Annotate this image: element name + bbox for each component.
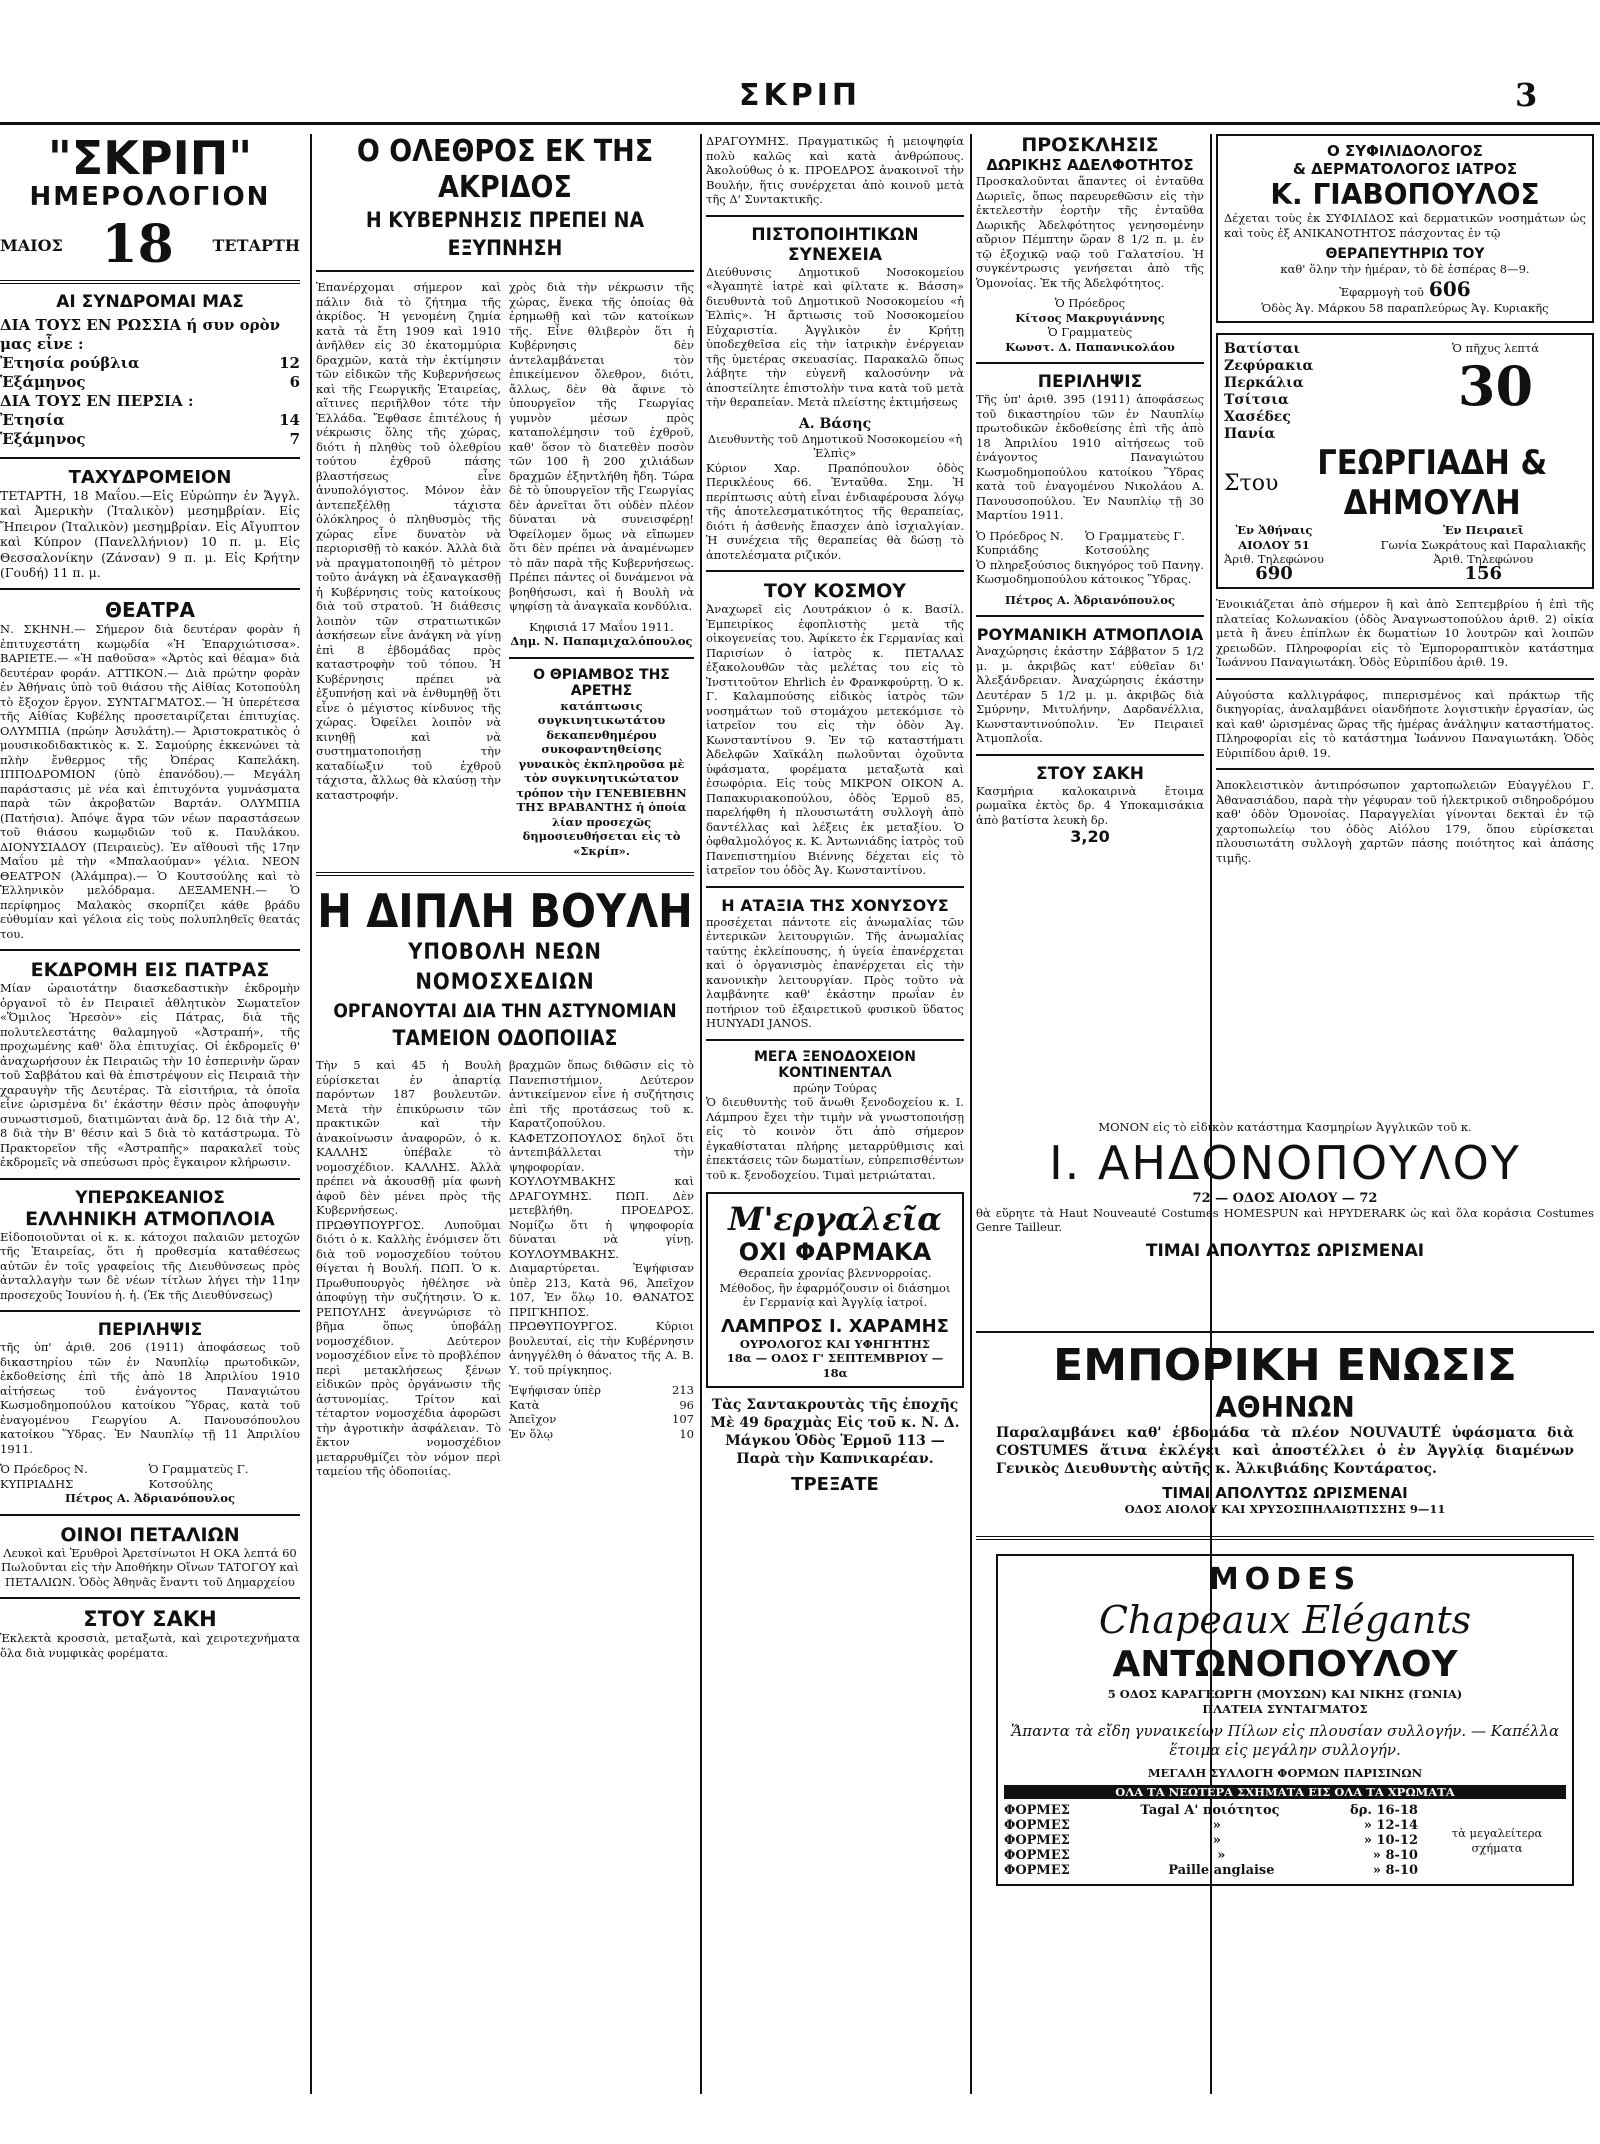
sakis2-price: 3,20	[1070, 827, 1110, 846]
ergal-ad	[706, 1192, 964, 1388]
calendar-month: ΜΑΙΟΣ	[0, 235, 63, 255]
subscriptions-title: ΑΙ ΣΥΝΔΡΟΜΑΙ ΜΑΣ	[56, 292, 244, 312]
ergal-title: Μ'εργαλεῖα	[728, 1200, 942, 1238]
fabric-item: Χασέδες	[1224, 409, 1291, 425]
georgiadis-name: ΓΕΩΡΓΙΑΔΗ & ΔΗΜΟΥΛΗ	[1317, 443, 1548, 523]
certificates-title: ΠΙΣΤΟΠΟΙΗΤΙΚΩΝ ΣΥΝΕΧΕΙΑ	[751, 224, 919, 265]
fabric-item: Πανία	[1224, 426, 1276, 442]
modes-price-list	[1004, 1803, 1418, 1878]
subscription-row-label: Ἐτησία	[0, 411, 65, 429]
ergal-address: 18α — ΟΔΟΣ Γ' ΣΕΠΤΕΜΒΡΙΟΥ — 18α	[726, 1351, 944, 1380]
syphilis-text: Δέχεται τοὺς ἐκ ΣΥΦΙΛΙΔΟΣ καὶ δερματικῶν νοσημάτων ὡς καὶ τοὺς ἐξ ΑΝΙΚΑΝΟΤΗΤΟΣ πάσχοντας ἐν τῷ	[1224, 211, 1586, 240]
branch-piraeus-phone: 156	[1464, 562, 1503, 584]
page-number: 3	[1515, 76, 1538, 114]
newspaper-name: ΣΚΡΙΠ	[739, 78, 861, 113]
locust-headline: Ο ΟΛΕΘΡΟΣ ΕΚ ΤΗΣ ΑΚΡΙΔΟΣ	[356, 134, 654, 205]
fabric-price-value: 30	[1457, 353, 1534, 418]
divider	[976, 615, 1204, 617]
divider	[1216, 768, 1594, 770]
theatre-title: ΘΕΑΤΡΑ	[105, 598, 195, 623]
subscription-row-label: Ἐτησία ρούβλια	[0, 354, 140, 372]
vote-row	[509, 1427, 694, 1442]
georgiadis-name-row	[1224, 443, 1586, 523]
column-4	[976, 134, 1204, 1134]
vote-row	[509, 1398, 694, 1413]
parliament-sub1: ΥΠΟΒΟΛΗ ΝΕΩΝ ΝΟΜΟΣΧΕΔΙΩΝ	[408, 940, 602, 995]
ergal-subtitle: ΟΧΙ ΦΑΡΜΑΚΑ	[738, 1238, 932, 1266]
divider	[706, 886, 964, 888]
certificates-sign-role: Διευθυντὴς τοῦ Δημοτικοῦ Νοσοκομείου «ἡ Ἐλπὶς»	[707, 431, 963, 460]
subscription-row	[0, 316, 300, 354]
locust-text-right: χρὸς διὰ τὴν νέκρωσιν τῆς χώρας, ἕνεκα τῆς ὁποίας θὰ ἐρημωθῇ καὶ τῶν κατοίκων τῆς. Εἶνε θλιβερὸν ὅτι ἡ Κυβέρνησις δὲν ἀντελαμβάνεται τὸν ἐπικείμενον ὄλεθρον, διότι, ἄλλως, δὲν θὰ ἄφινε τὸ ὑπουργεῖον τῆς Γεωργίας γυμνὸν μέσων πρὸς καταπολέμησιν τοῦ ἐχθροῦ, καθ' ὅσον τὸ διατεθὲν ποσὸν τῶν 100 ἢ 200 χιλιάδων δραχμῶν ἐξηντλήθη ἤδη. Τώρα δὲ τὸ ὑπουργεῖον τῆς Γεωργίας δὲν ἀρνεῖται ὅτι οὐδὲν πλέον δύναται νὰ συνεισφέρῃ! Ὀφείλομεν ὅμως νὰ εἴπωμεν ὅτι δὲν πρέπει νὰ ἀναμένωμεν τὸ πᾶν παρὰ τῆς Κυβερνήσεως. Πρέπει πάντες οἱ δυνάμενοι νὰ βοηθήσωσι, καὶ ἡ Βουλὴ νὰ ψηφίσῃ τὰ ἀναγκαῖα κονδύλια.	[509, 280, 694, 613]
excursion-title: ΕΚΔΡΟΜΗ ΕΙΣ ΠΑΤΡΑΣ	[30, 959, 270, 982]
modes-price-row-desc: »	[1212, 1818, 1221, 1833]
branch-athens	[1224, 523, 1324, 584]
branch-athens-city: Ἐν Ἀθήναις	[1235, 523, 1313, 537]
parliament-headline: Η ΔΙΠΛΗ ΒΟΥΛΗ	[317, 884, 693, 938]
wide-ads	[976, 1120, 1594, 2100]
summary-signatures	[0, 1462, 300, 1491]
sakis2-text: Κασμήρια καλοκαιρινὰ ἔτοιμα ρωμαῖκα ἐκτὸς δρ. 4 Υποκαμισάκια ἀπὸ βατίστα λευκὴ δρ.	[976, 783, 1204, 827]
subscription-row-label: Ἑξάμηνος	[0, 373, 86, 391]
vote-row-label: Ἐψήφισαν ὑπὲρ	[509, 1383, 602, 1397]
column-2	[316, 134, 694, 2114]
summary2-sign-right: Ὁ Γραμματεὺς Γ. Κοτσούλης	[1085, 528, 1185, 557]
modes-subtitle: Chapeaux Elégants	[1098, 1598, 1472, 1642]
commercial-union-text: Παραλαμβάνει καθ' ἑβδομάδα τὰ πλέον NOUVAUTÉ ὑφάσματα διὰ COSTUMES ἅτινα ἐκλέγει καὶ ἀποστέλλει ὁ ἐν Ἀγγλίᾳ διαμένων Γενικὸς Διευθυντὴς αὐτῆς κ. Ἀλκιβιάδης Κοντάρατος.	[996, 1424, 1574, 1477]
vote-results	[509, 1383, 694, 1441]
commercial-union-prices: ΤΙΜΑΙ ΑΠΟΛΥΤΩΣ ΩΡΙΣΜΕΝΑΙ	[1162, 1483, 1408, 1502]
syphilis-doctor: Κ. ΓΙΑΒΟΠΟΥΛΟΣ	[1270, 178, 1540, 211]
modes-price-row-price: δρ. 16-18	[1350, 1803, 1418, 1818]
georgiadis-ad	[1216, 333, 1594, 589]
syphilis-ref-number: 606	[1428, 276, 1471, 301]
hyper-subtitle: ΕΛΛΗΝΙΚΗ ΑΤΜΟΠΛΟΙΑ	[25, 1207, 275, 1230]
summary2-title: ΠΕΡΙΛΗΨΙΣ	[1037, 372, 1143, 392]
wine-title: ΟΙΝΟΙ ΠΕΤΑΛΙΩΝ	[60, 1523, 240, 1546]
divider	[316, 872, 694, 876]
branch-piraeus-phone-label: Ἀριθ. Τηλεφώνου	[1433, 552, 1534, 566]
fabric-row	[1224, 341, 1586, 443]
fabric-item: Τσίτσια	[1224, 392, 1289, 408]
romanian-title: ΡΟΥΜΑΝΙΚΗ ΑΤΜΟΠΛΟΙΑ	[976, 625, 1204, 644]
calendar-day: 18	[101, 214, 174, 275]
vote-row-label: Ἀπεῖχον	[509, 1412, 557, 1426]
fabric-list	[1224, 341, 1405, 443]
divider	[0, 280, 300, 284]
certificates-text: Διεύθυνσις Δημοτικοῦ Νοσοκομείου «Ἀγαπητὲ ἰατρὲ καὶ φίλτατε κ. Βάσση» διευθυντὰ τοῦ Δημοτικοῦ Νοσοκομείου «ἡ Ἐλπὶς». Ἡ ἄρτιωσις τοῦ Νοσοκομείου Εὐχαριστία. Ἀγγλικὸν ἐν Κρήτῃ ὑποδεχθεῖσα εἰς τὴν ἰατρικὴν ἐνέργειαν τῆς ὑμετέρας σκευασίας. Παρακαλῶ ὅπως λάβητε τὴν εὐγενῆ καλοσύνην νὰ ἀποστείλητε ἐπιστολὴν τινα κατὰ τοῦ μετὰ τὴν θεραπείαν. Μετὰ πλείστης ἐκτιμήσεως	[706, 264, 964, 409]
divider	[706, 1039, 964, 1041]
fabric-price	[1405, 341, 1586, 443]
syphilis-subtitle: & ΔΕΡΜΑΤΟΛΟΓΟΣ ΙΑΤΡΟΣ	[1292, 160, 1518, 178]
society-text: Ἀναχωρεῖ εἰς Λουτράκιον ὁ κ. Βασίλ. Ἐμπειρίκος ἐφοπλιστὴς μετὰ τῆς οἰκογενείας του. Ἀφίκετο ἐκ Γερμανίας καὶ Παρισίων ὁ ἰατρὸς κ. ΠΕΤΑΛΑΣ ἐξακολουθῶν τὰς μελέτας του εἰς τὸ Ἰνστιτοῦτον Ehrlich ἐν Φρανκφούρτῃ. Ὁ κ. Γ. Καλαμπούσης εἰδικὸς ἰατρὸς τῶν νοσημάτων τοῦ στομάχου μετεκόμισε τὸ ἰατρεῖον του εἰς τὴν ὁδὸν Ἀγ. Κωνσταντίνου 9. Ἐν τῷ καταστήματι Ἀδελφῶν Χαϊκάλη πωλοῦνται ὀχοῦντα ὑφάσματα, φορέματα μεταξωτὰ καὶ ἐσωφόρια. Εἰς τοὺς ΜΙΚΡΟΝ ΟΙΚΟΝ Α. Παπακυριακοπούλου, ὁδὸς Ἑρμοῦ 85, παρελήφθη ἡ πλουσιωτάτη συλλογὴ ἀπὸ δαντέλλας καὶ λέξεις ἐκ μεταξίου. Ὁ ὀφθαλμολόγος κ. Κ. Ἀντωνιάδης ἰατρὸς τοῦ Πανεπιστημίου Βιέννης δέχεται εἰς τὸ ἰατρεῖον του ὁδὸς Ἀγ. Κωνσταντίνου.	[706, 602, 964, 877]
summary2-sign-left: Ὁ Πρόεδρος Ν. Κυπριάδης	[976, 528, 1064, 557]
hotel-text: Ὁ διευθυντὴς τοῦ ἄνωθι ξενοδοχείου κ. Ι. Λάμπρου ἔχει τὴν τιμὴν νὰ γνωστοποιήσῃ εἰς τὸ κοινὸν ὅτι ἀπὸ σήμερον ἐγκαθίσταται πλήρης μεταρρύθμισις καὶ ἐπεκτάσεις τῶν δωματίων, εὐπρεπισθέντων τοῦ κ. ξενοδοχείου. Τιμαὶ μετριώταται.	[706, 1095, 964, 1182]
aidonopoulos-name: Ι. ΑΗΔΟΝΟΠΟΥΛΟΥ	[1049, 1135, 1521, 1190]
divider	[1216, 678, 1594, 680]
aidonopoulos-address: 72 — ΟΔΟΣ ΑΙΟΛΟΥ — 72	[1192, 1190, 1378, 1206]
modes-price-row-label: ΦΟΡΜΕΣ	[1004, 1803, 1070, 1818]
syphilis-ref-label: Ἐφαρμογὴ τοῦ	[1339, 284, 1424, 299]
modes-name: ΑΝΤΩΝΟΠΟΥΛΟΥ	[1112, 1644, 1458, 1685]
bottom-ad-tail: ΤΡΕΞΑΤΕ	[791, 1474, 879, 1495]
summary-sign-left: Ὁ Πρόεδρος Ν. ΚΥΠΡΙΑΔΗΣ	[0, 1462, 88, 1491]
branch-athens-phone-label: Ἀριθ. Τηλεφώνου	[1224, 552, 1324, 566]
ergal-line: Θεραπεία χρονίας βλεννορροίας.	[738, 1266, 932, 1280]
modes-price-row	[1004, 1803, 1418, 1818]
bottom-ad-text: Τὰς Σαντακρουτὰς τῆς ἐποχῆς Μὲ 49 δραχμὰς Εἰς τοῦ κ. Ν. Δ. Μάγκου Ὁδὸς Ἑρμοῦ 113 — Παρὰ τὴν Καπνικαρέαν.	[710, 1397, 960, 1467]
subscription-row-label: ΔΙΑ ΤΟΥΣ ΕΝ ΠΕΡΣΙΑ :	[0, 392, 194, 410]
divider	[0, 1514, 300, 1516]
virtue-text: κατάπτωσις συγκινητικωτάτου δεκαπενθημέρου συκοφαντηθείσης γυναικὸς ἐκπληροῦσα μὲ τὸν συγκινητικώτατον τρόπον τὴν ΓΕΝΕΒΙΕΒΗΝ ΤΗΣ ΒΡΑΒΑΝΤΗΣ ἡ ὁποία λίαν προσεχῶς δημοσιευθήσεται εἰς τὸ «Σκρίπ».	[516, 698, 687, 858]
subscription-row-label: ΔΙΑ ΤΟΥΣ ΕΝ ΡΩΣΣΙΑ ή συν ορὸν μας εἶνε :	[0, 316, 280, 353]
post-text: ΤΕΤΑΡΤΗ, 18 Μαΐου.—Εἰς Εὐρώπην ἐν Ἄγγλ. καὶ Ἀμερικὴν (Ἰταλικὸν) μεσημβρίαν. Εἰς Ἤπειρον (Ἰταλικὸν) μεσημβρίαν. Εἰς Αἴγυπτον καὶ Κύπρον (Πανελλήνιον) 10 π. μ. Εἰς Θεσσαλονίκην (Ζάνσαν) 9 π. μ. Εἰς Κρήτην (Γουδή) 11 π. μ.	[0, 488, 300, 581]
modes-price-row-desc: »	[1212, 1833, 1221, 1848]
summary2-lawyer: Πέτρος Α. Ἀδριανόπουλος	[1005, 592, 1175, 607]
sakis-title: ΣΤΟΥ ΣΑΚΗ	[83, 1607, 217, 1632]
post-title: ΤΑΧΥΔΡΟΜΕΙΟΝ	[68, 467, 232, 488]
modes-price-row-label: ΦΟΡΜΕΣ	[1004, 1848, 1070, 1863]
modes-title: MODES	[1208, 1562, 1362, 1597]
rental-text: Ἐνοικιάζεται ἀπὸ σήμερον ἢ καὶ ἀπὸ Σεπτεμβρίου ἡ ἐπὶ τῆς πλατείας Κολωνακίου (ὁδὸς Ἀναγνωστοπούλου ἀριθ. 2) οἰκία μετὰ ἢ ἄνευ ἐπίπλων ἐκ δωματίων 10 λουτρῶν καὶ λοιπῶν χρειωδῶν. Πληροφορίαι εἰς τὸ Ἐμποροραπτικὸν κατάστημα Ἰωάννου Παναγιωτάκη. Ὁδὸς Εὐριπίδου ἀριθ. 19.	[1216, 597, 1594, 669]
syphilis-ad	[1216, 134, 1594, 323]
doric-sign-name2: Κωνστ. Δ. Παπανικολάου	[1005, 339, 1175, 354]
vote-row	[509, 1412, 694, 1427]
virtue-title: Ο ΘΡΙΑΜΒΟΣ ΤΗΣ ΑΡΕΤΗΣ	[533, 666, 670, 699]
stationery-text: Ἀποκλειστικὸν ἀντιπρόσωπον χαρτοπωλειῶν Εὐαγγέλου Γ. Ἀθανασιάδου, παρὰ τὴν γέφυραν τοῦ ἠλεκτρικοῦ σιδηροδρόμου καθ' ὁδὸν Ὁμονοίας. Παραγγελίαι γίνονται δεκταὶ ἐν τῷ χαρτοπωλείῳ του ὁδὸς Αἰόλου 179, ὅπου εὑρίσκεται πλουσιωτάτη συλλογὴ χαρτῶν πάσης ποιότητος καὶ ἁπάσης τιμῆς.	[1216, 778, 1594, 865]
subscription-row	[0, 392, 300, 411]
vote-row-label: Κατὰ	[509, 1397, 540, 1412]
branch-piraeus-city: Ἐν Πειραιεῖ	[1443, 523, 1524, 537]
modes-collection: ΜΕΓΑΛΗ ΣΥΛΛΟΓΗ ΦΟΡΜΩΝ ΠΑΡΙΣΙΝΩΝ	[1147, 1766, 1423, 1780]
summary-text: τῆς ὑπ' ἀριθ. 206 (1911) ἀποφάσεως τοῦ δικαστηρίου τῶν ἐν Ναυπλίῳ πρωτοδικῶν, ἐκδοθείσης ἐπὶ τῆς ἀπὸ 18 Ἀπριλίου 1910 αἰτήσεως τοῦ ἐνάγοντος Παναγιώτου Κωσμοδημοπούλου κατοίκου Ὕδρας, κατὰ τοῦ ἐναγομένου Γεωργίου Α. Πανουσόπουλου κατοίκου Ὕδρας. Ἐν Ναυπλίῳ τῇ 11 Ἀπριλίου 1911.	[0, 1340, 300, 1456]
sakis2-title: ΣΤΟΥ ΣΑΚΗ	[1035, 763, 1145, 784]
fabric-item: Βατίσται	[1224, 341, 1301, 357]
doric-sign-role2: Ὁ Γραμματεὺς	[1047, 325, 1133, 339]
modes-price-row	[1004, 1833, 1418, 1848]
locust-subhead: Η ΚΥΒΕΡΝΗΣΙΣ ΠΡΕΠΕΙ ΝΑ ΕΞΥΠΝΗΣΗ	[365, 208, 645, 260]
divider	[976, 1536, 1594, 1540]
divider	[0, 457, 300, 459]
column-divider	[310, 134, 312, 2094]
modes-price-row-price: » 10-12	[1363, 1833, 1418, 1848]
top-text: ΔΡΑΓΟΥΜΗΣ. Πραγματικῶς ἡ μειοψηφία πολὺ καλῶς καὶ κατὰ ἀνθρώπους. Ἀκολούθως ὁ κ. ΠΡΟΕΔΡΟΣ ἀνακοινοῖ τὴν Βουλήν, ἥτις συνέρχεται ἀπὸ κοινοῦ μετὰ τῆς Δ' Συντακτικῆς.	[706, 134, 964, 206]
divider	[0, 949, 300, 951]
modes-price-row-desc: Tagal Α' ποιότητος	[1140, 1803, 1280, 1818]
fabric-item: Ζεφύρακια	[1224, 358, 1314, 374]
divider	[0, 1597, 300, 1599]
summary-lawyer: Πέτρος Α. Ἀδριανόπουλος	[65, 1491, 235, 1506]
modes-price-row-desc: »	[1217, 1848, 1226, 1863]
commercial-union-title: ΕΜΠΟΡΙΚΗ ΕΝΩΣΙΣ	[1053, 1339, 1517, 1391]
modes-price-row-label: ΦΟΡΜΕΣ	[1004, 1863, 1070, 1878]
modes-prices	[1004, 1803, 1566, 1878]
subscriptions-list	[0, 316, 300, 449]
divider	[706, 215, 964, 217]
locust-right	[509, 280, 694, 864]
parliament-text-right: βραχμῶν ὅπως διθῶσιν εἰς τὸ Πανεπιστήμιον. Δεύτερον ἀντικείμενον εἶνε ἡ συζήτησις ἐπὶ τῆς προτάσεως τοῦ κ. Καρατζοπούλου. ΚΑΦΕΤΖΟΠΟΥΛΟΣ δηλοῖ ὅτι ἀντεπιβάλλεται τὴν ψηφοφορίαν. ΚΟΥΛΟΥΜΒΑΚΗΣ καὶ ΔΡΑΓΟΥΜΗΣ. ΠΩΠ. Δὲν μετεβλήθη. ΠΡΟΕΔΡΟΣ. Νομίζω ὅτι ἡ ψηφοφορία δύναται νὰ γίνῃ. ΚΟΥΛΟΥΜΒΑΚΗΣ. Διαμαρτύρεται. Ἐψήφισαν ὑπὲρ 213, Κατὰ 96, Ἀπεῖχον 107, Ἐν ὅλῳ 10. ΘΑΝΑΤΟΣ ΠΡΙΓΚΗΠΟΣ. ΠΡΩΘΥΠΟΥΡΓΟΣ. Κύριοι βουλευταί, εἰς τὴν Κυβέρνησιν ἀνηγγέλθη ὁ θάνατος τῆς Α. Β. Υ. τοῦ πρίγκηπος.	[509, 1058, 694, 1377]
ergal-name: ΛΑΜΠΡΟΣ Ι. ΧΑΡΑΜΗΣ	[721, 1315, 949, 1337]
doric-subtitle: ΔΩΡΙΚΗΣ ΑΔΕΛΦΟΤΗΤΟΣ	[986, 156, 1194, 174]
certificates-text2: Κύριον Χαρ. Πραπόπουλον ὁδὸς Περικλέους 66. Ἐνταῦθα. Σημ. Ἡ περίπτωσις αὐτὴ εἶναι ἐνδιαφέρουσα λόγῳ τῆς ἀποτελεσματικότητος τῆς θεραπείας, διότι ἡ ἀσθενὴς ἔπασχεν ἀπὸ ἰσχιαλγίαν. Ἡ συνέχεια τῆς θεραπείας θὰ δώσῃ τὸ ἀποτελέσματα ριζικόν.	[706, 460, 964, 562]
column-3	[706, 134, 964, 2114]
modes-price-row-label: ΦΟΡΜΕΣ	[1004, 1818, 1070, 1833]
masthead	[0, 70, 1600, 132]
divider	[0, 1178, 300, 1180]
vote-row-label: Ἐν ὅλῳ	[509, 1426, 554, 1441]
romanian-text: Ἀναχώρησις ἑκάστην Σάββατον 5 1/2 μ. μ. ἀκριβῶς κατ' εὐθεῖαν δι' Ἀλεξάνδρειαν. Ἀναχώρησις ἑκάστην Δευτέραν 5 1/2 μ. μ. ἀκριβῶς διὰ Σμύρνην, Μιτυλήνην, Δαρδανέλλια, Κωνσταντινούπολιν. Ἐν Πειραιεῖ Ἀτμοπλοΐα.	[976, 644, 1204, 745]
subscription-row-label: Ἑξάμηνος	[0, 430, 86, 448]
doric-sign-role: Ὁ Πρόεδρος	[1054, 296, 1126, 310]
branch-athens-address: ΑΙΟΛΟΥ 51	[1238, 537, 1310, 552]
subscription-row	[0, 354, 300, 373]
locust-article	[316, 280, 694, 864]
aidonopoulos-text: θὰ εὕρητε τὰ Haut Nouveauté Costumes HOMESPUN καὶ HPYDERARK ὡς καὶ ὅλα κοράσια Costumes Genre Tailleur.	[976, 1205, 1594, 1234]
hunyadi-title: Η ΑΤΑΞΙΑ ΤΗΣ ΧΟΝΥΣΟΥΣ	[721, 895, 949, 915]
divider	[0, 588, 300, 590]
vote-row-value: 107	[672, 1412, 694, 1426]
divider	[509, 657, 694, 659]
calendar-date	[0, 214, 300, 275]
divider	[976, 1331, 1594, 1333]
vote-row	[509, 1383, 694, 1398]
hyper-text: Εἰδοποιοῦνται οἱ κ. κ. κάτοχοι παλαιῶν μετοχῶν τῆς Ἑταιρείας, ὅτι ἡ προθεσμία καταθέσεως αὐτῶν ἐν τοῖς γραφείοις τῆς Διευθύνσεως πρὸς ἀνταλλαγὴν των δὲ νέων τίτλων λήγει τὴν 11ην προσεχοῦς Ἰουνίου ἡ. ἡ. (Ἐκ τῆς Διευθύνσεως)	[0, 1229, 300, 1302]
syphilis-clinic: ΘΕΡΑΠΕΥΤΗΡΙΩ ΤΟΥ	[1325, 246, 1485, 262]
syphilis-ref	[1224, 277, 1586, 301]
locust-text-left: Ἐπανέρχομαι σήμερον καὶ πάλιν διὰ τὸ ζήτημα τῆς ἀκρίδος. Ἡ γενομένη ζημία κατὰ τὰ ἔτη 1909 καὶ 1910 ἀνῆλθεν εἰς 30 ἑκατομμύρια δραχμῶν, κατὰ τὴν ἐκτίμησιν τῶν εἰδικῶν τῆς Κυβερνήσεως καὶ τῆς Γεωργικῆς Ἑταιρείας, αἵτινες περιῆλθον τότε τὴν Ἑλλάδα. Ἔφθασε ἐπιτέλους ἡ νέκρωσις ὅλης τῆς χώρας, διότι ἡ πληθὺς τοῦ ὀλεθρίου τούτου ἐχθροῦ πάσης βλαστήσεως εἶνε ἀνυπολόγιστος. Μόνον ἐὰν ἀντεπεξέλθῃ τάχιστα ὁλόκληρος ὁ πληθυσμὸς τῆς χώρας εἶνε δυνατὸν νὰ περιορισθῇ τὸ κακόν. Ἀλλὰ διὰ νὰ πραγματοποιηθῇ τὸ μέτρον τοῦτο ἀνάγκη νὰ ἐξαναγκασθῇ ἡ Κυβέρνησις τοὺς κατοίκους διὰ τοῦ στρατοῦ. Ἡ διάθεσις λοιπὸν τῶν στρατιωτικῶν ἀσκήσεων εἶνε ἀνάγκη νὰ γίνῃ ἐπὶ 8 ἑβδομάδας πρὸς καταστροφὴν τοῦ τόπου. Ἡ Κυβέρνησις πρέπει νὰ ἐξυπνήσῃ καὶ νὰ ἐνθυμηθῇ ὅτι εἶνε ὁ μέγιστος κίνδυνος τῆς χώρας. Ὀφείλει λοιπὸν νὰ κινηθῇ καὶ νὰ συστηματοποιήσῃ τὴν καταδίωξιν τοῦ ἐχθροῦ τάχιστα, ἄλλως θὰ κλαύσῃ τὴν καταστροφήν.	[316, 280, 501, 802]
column-5	[1216, 134, 1594, 1094]
summary-sign-right: Ὁ Γραμματεὺς Γ. Κοτσούλης	[148, 1462, 249, 1491]
summary2-signatures	[976, 529, 1204, 558]
excursion-text: Μίαν ὡραιοτάτην διασκεδαστικὴν ἐκδρομὴν ὀργανοῖ τὸ ἐν Πειραιεῖ ἀθλητικὸν Σωματεῖον «Ὅμιλος Ἠρεσὸν» εἰς Πάτρας, διὰ τῆς πολυτελεστάτης θαλαμηγοῦ «Ἀστραπή», τῆς προχωμένης καθ' ὅλα ἐπιτυχίας. Οἱ ἐκδρομεῖς θ' ἀναχωρήσουν ἐκ Πειραιῶς τὴν 10 ἑσπερινὴν ὥραν τοῦ Σαββάτου καὶ θὰ ἐπιστρέψουν εἰς Πειραιᾶ τὴν χαραυγὴν τῆς Δευτέρας. Τὰ εἰσιτήρια, τὰ ὁποῖα εἶνε ὡρισμένα δι' ἑκάστην θέσιν πρὸς ἀποφυγὴν συνωστισμοῦ, διατιμῶνται ἀνὰ δρ. 12 διὰ τὴν Α', 8 διὰ τὴν Β' θέσιν καὶ 5 διὰ τὸ κατάστρωμα. Τὸ Πρακτορεῖον τῆς «Ἀστραπῆς» παρακαλεῖ τοὺς ἐκδρομεῖς νὰ σπεύσωσι πρὸς ἔγκαιρον κλήρωσιν.	[0, 981, 300, 1170]
parliament-text-left: Τὴν 5 καὶ 45 ἡ Βουλὴ εὑρίσκεται ἐν ἀπαρτίᾳ παρόντων 187 βουλευτῶν. Μετὰ τὴν ἐπικύρωσιν τῶν πρακτικῶν καὶ τὴν ἀνακοίνωσιν ἀναφορῶν, ὁ κ. ΚΑΛΛΗΣ ὑπέβαλε τὸ νομοσχέδιον. ΚΑΛΛΗΣ. Ἀλλὰ πρέπει νὰ ἀκουσθῇ μία φωνὴ ἀφοῦ δὲν μένει πρὸς τῆς Κυβερνήσεως. ΠΡΩΘΥΠΟΥΡΓΟΣ. Λυποῦμαι διότι ὁ κ. Καλλὴς ἐνόμισεν ὅτι διὰ τοῦ νομοσχεδίου τούτου θίγεται ἡ Βουλή. ΠΩΠ. Ὁ κ. Πρωθυπουργὸς ἠθέλησε νὰ ἀποφύγῃ τὴν συζήτησιν. Ὁ κ. ΡΕΠΟΥΛΗΣ ἀνεγνώρισε τὸ βῆμα ὅπως ὑποβάλῃ νομοσχέδιον. Δεύτερον νομοσχέδιον εἶνε τὸ προβλέπον περὶ μετακλήσεως ξένων εἰδικῶν πρὸς ὀργάνωσιν τῆς ἀστυνομίας. Τρίτον καὶ τέταρτον νομοσχέδια ἀφορῶσι τὴν ἀγροτικὴν ἀσφάλειαν. Τὸ ἔκτον νομοσχέδιον μεταρρυθμίζει τὸν νόμον περὶ ταμείου τῆς ὁδοποιίας.	[316, 1058, 501, 1478]
wine-text: Λευκοὶ καὶ Ἐρυθροὶ Ἀρετσίνωτοι Η ΟΚΑ λεπτά 60 Πωλοῦνται εἰς τὴν Ἀποθήκην Οἴνων ΤΑΤΟΓΟΥ καὶ ΠΕΤΑΛΙΩΝ. Ὁδὸς Ἀθηνᾶς ἔναντι τοῦ Δημαρχείου	[1, 1545, 299, 1589]
modes-price-row-price: » 8-10	[1372, 1848, 1418, 1863]
branch-piraeus-address: Γωνία Σωκράτους καὶ Παραλιακῆς	[1380, 537, 1586, 552]
modes-address: 5 ΟΔΟΣ ΚΑΡΑΓΕΩΡΓΗ (ΜΟΥΣΩΝ) ΚΑΙ ΝΙΚΗΣ (ΓΩΝΙΑ)	[1107, 1687, 1463, 1701]
syphilis-title: Ο ΣΥΦΙΛΙΔΟΛΟΓΟΣ	[1327, 142, 1483, 160]
ergal-role: ΟΥΡΟΛΟΓΟΣ ΚΑΙ ΥΦΗΓΗΤΗΣ	[739, 1336, 931, 1351]
subscription-row-value: 6	[289, 373, 300, 391]
hunyadi-text: προσέχεται πάντοτε εἰς ἀνωμαλίας τῶν ἐντερικῶν λειτουργιῶν. Τῆς ἀνωμαλίας ταύτης ἐκλείπουσης, ἡ ὑγεία ἐπανέρχεται καὶ ὁ ὀργανισμὸς ἐπανέρχεται εἰς τὴν κανονικὴν λειτουργίαν. Πρὸς τοῦτο νὰ λαμβάνητε καθ' ἑκάστην πρωΐαν ἐν ποτήριον τοῦ ἐξαιρετικοῦ φυσικοῦ ὕδατος HUNYADI JANOS.	[706, 914, 964, 1030]
modes-price-row	[1004, 1863, 1418, 1878]
calendar-subtitle: ΗΜΕΡΟΛΟΓΙΟΝ	[29, 182, 271, 212]
theatre-text: Ν. ΣΚΗΝΗ.— Σήμερον διὰ δευτέραν φορὰν ἡ ἐπιτυχεστάτη κωμῳδία «Ἡ Ἐπαρχιώτισσα». ΒΑΡΙΕΤΕ.— «Ἡ παθοῦσα» «Ἀρτὸς καὶ θέαμα» διὰ δευτέραν φοράν. ΑΤΤΙΚΟΝ.— Διὰ πρώτην φορὰν ἐν Ἀθήναις ὑπὸ τοῦ θιάσου τῆς Αἰθίας Κοτοπούλη τὸ ἔξοχον ἔργον. ΣΥΝΤΑΓΜΑΤΟΣ.— Ἡ ὑπερέτεσα τῆς Αἰθίας Κυβέλης προσεταιρίζεται ἐπιτυχίας. ΟΛΥΜΠΙΑ (πρώην Ἀσυλάτη).— Ἀριστοκρατικὸς ὁ μουσικοδιδακτικὸς κ. Σ. Σαμούρης ἐκκενώνει τὰ πλὴν ἔνθερμος τῆς Ὀπέρας Καπελάκη. ΙΠΠΟΔΡΟΜΙΟΝ (ὑπὸ ἐπανόδου).— Μεγάλη παράστασις μὲ νέα καὶ ἐπιτυχόντα γυμνάσματα παρὰ τῶν ἀκροβατῶν Βαρτάν. ΟΛΥΜΠΙΑ (Πατήσια). Ἀπόψε ἄγρα τῶν νέων παραστάσεων τοῦ θιάσου κωμῳδιῶν τοῦ κ. Παυλάκου. ΔΙΟΝΥΣΙΑΔΟΥ (Πειραιεὺς). Ἐν αἴθουσὶ τῆς 17ην Μαΐου μὲ τὴν «Μπαλαούμαν» γέλια. ΝΕΟΝ ΘΕΑΤΡΟΝ (Ἀλάμπρα).— Ὁ Κουτσούλης καὶ τὸ Ἑλληνικὸν μελόδραμα. ΔΕΞΑΜΕΝΗ.— Ὁ περίφημος Μαλακὸς σκορπίζει κάθε βράδυ εὐθυμίαν καὶ γέλοια εἰς τοὺς πολυπληθεῖς θεατάς του.	[0, 622, 300, 941]
modes-price-row-label: ΦΟΡΜΕΣ	[1004, 1833, 1070, 1848]
summary2-text: Τῆς ὑπ' ἀριθ. 395 (1911) ἀποφάσεως τοῦ δικαστηρίου τῶν ἐν Ναυπλίῳ πρωτοδικῶν ἐκδοθείσης ἐπὶ τῆς ἀπὸ 18 Ἀπριλίου 1910 αἰτήσεως τοῦ ἐνάγοντος Παναγιώτου Κωσμοδημοπούλου κατοίκου Ὕδρας κατὰ τοῦ ἐναγομένου Νικολάου Α. Πανουσοπούλου. Ἐν Ναυπλίῳ τῇ 30 Μαρτίου 1911.	[976, 392, 1204, 522]
georgiadis-pre: Στου	[1224, 470, 1279, 496]
subscription-row	[0, 430, 300, 449]
modes-side-note: τὰ μεγαλείτερα σχήματα	[1451, 1826, 1543, 1855]
aidonopoulos-prices: ΤΙΜΑΙ ΑΠΟΛΥΤΩΣ ΩΡΙΣΜΕΝΑΙ	[1145, 1240, 1425, 1261]
divider	[706, 570, 964, 572]
georgiadis-branches	[1224, 523, 1586, 584]
modes-price-row	[1004, 1818, 1418, 1833]
modes-square: ΠΛΑΤΕΙΑ ΣΥΝΤΑΓΜΑΤΟΣ	[1202, 1701, 1368, 1716]
column-1	[0, 134, 300, 2114]
ergal-text: Μέθοδος, ἣν ἐφαρμόζουσιν οἱ διάσημοι ἐν Γερμανίᾳ καὶ Ἀγγλίᾳ ἰατροί.	[719, 1280, 951, 1309]
fabric-price-label: Ὁ πῆχυς λεπτά	[1452, 341, 1539, 355]
modes-price-row-price: » 12-14	[1363, 1818, 1418, 1833]
masthead-rule	[0, 122, 1600, 125]
vote-row-value: 213	[672, 1383, 694, 1397]
parliament-sub2: ΟΡΓΑΝΟΥΤΑΙ ΔΙΑ ΤΗΝ ΑΣΤΥΝΟΜΙΑΝ	[333, 1000, 677, 1022]
divider	[976, 754, 1204, 756]
divider	[0, 1310, 300, 1312]
doric-text: Προσκαλοῦνται ἅπαντες οἱ ἐνταῦθα Δωριεῖς, ὅπως παρευρεθῶσιν εἰς τὴν ἐκτελεστὴν ἑορτὴν τῆς ἐνταῦθα Δωρικῆς Ἀδελφότητος γενησομένην αὔριον Πέμπτην ὥραν 8 1/2 π. μ. ἐν τῷ ἐξοχικῷ ναῷ τοῦ Γαλατσίου. Ἡ συγκέντρωσις γενήσεται ἀπὸ τῆς Ὁμονοίας. Ἐκ τῆς Ἀδελφότητος.	[976, 174, 1204, 290]
commercial-union-address: ΟΔΟΣ ΑΙΟΛΟΥ ΚΑΙ ΧΡΥΣΟΣΠΗΛΑΙΩΤΙΣΣΗΣ 9—11	[1124, 1501, 1446, 1516]
modes-ad	[996, 1554, 1574, 1886]
branch-piraeus	[1380, 523, 1586, 584]
parliament-sub3: ΤΑΜΕΙΟΝ ΟΔΟΠΟΙΙΑΣ	[392, 1026, 618, 1050]
divider	[976, 362, 1204, 364]
column-divider	[700, 134, 702, 2094]
subscription-row	[0, 411, 300, 430]
doric-sign-name: Κίτσος Μακρυγιάννης	[1015, 310, 1165, 325]
divider	[316, 270, 694, 272]
hotel-subtitle: πρώην Τούρας	[793, 1080, 877, 1095]
certificates-sign: Α. Βάσης	[798, 415, 872, 432]
subscription-row	[0, 373, 300, 392]
hyper-title: ΥΠΕΡΩΚΕΑΝΙΟΣ	[75, 1187, 225, 1208]
society-title: ΤΟΥ ΚΟΣΜΟΥ	[763, 580, 907, 602]
modes-text: Ἅπαντα τὰ εἴδη γυναικείων Πίλων εἰς πλουσίαν συλλογήν. — Καπέλλα ἕτοιμα εἰς μεγάλην συλλογήν.	[1010, 1722, 1560, 1759]
hotel-title: ΜΕΓΑ ΞΕΝΟΔΟΧΕΙΟΝ ΚΟΝΤΙΝΕΝΤΑΛ	[753, 1048, 917, 1081]
fabric-item: Περκάλια	[1224, 375, 1304, 391]
syphilis-address: Ὁδὸς Ἀγ. Μάρκου 58 παραπλεύρως Ἁγ. Κυριακῆς	[1261, 300, 1549, 315]
sakis-text: Ἐκλεκτὰ κροσσιὰ, μεταξωτὰ, καὶ χειροτεχνήματα ὅλα διὰ νυμφικὰς φορέματα.	[0, 1631, 300, 1660]
subscription-row-value: 12	[279, 354, 300, 372]
aidonopoulos-intro: ΜΟΝΟΝ εἰς τὸ εἰδικὸν κατάστημα Κασμηρίων Ἀγγλικῶν τοῦ κ.	[1098, 1120, 1472, 1134]
syphilis-hours: καθ' ὅλην τὴν ἡμέραν, τὸ δὲ ἑσπέρας 8—9.	[1280, 262, 1530, 276]
subscription-row-value: 7	[289, 430, 300, 448]
vote-row-value: 96	[679, 1397, 694, 1412]
modes-price-row-desc: Paille anglaise	[1168, 1863, 1275, 1878]
modes-bar: ΟΛΑ ΤΑ ΝΕΩΤΕΡΑ ΣΧΗΜΑΤΑ ΕΙΣ ΟΛΑ ΤΑ ΧΡΩΜΑΤΑ	[1004, 1785, 1566, 1800]
calendar-weekday: ΤΕΤΑΡΤΗ	[212, 235, 300, 255]
commercial-union-subtitle: ΑΘΗΝΩΝ	[1215, 1390, 1355, 1424]
subscription-row-value: 14	[279, 411, 300, 429]
modes-price-row-price: » 8-10	[1372, 1863, 1418, 1878]
branch-athens-phone: 690	[1255, 562, 1293, 584]
modes-price-row	[1004, 1848, 1418, 1863]
summary2-note: Ὁ πληρεξούσιος δικηγόρος τοῦ Πανηγ. Κωσμοδημοπούλου κάτοικος Ὕδρας.	[976, 557, 1204, 586]
calligrapher-text: Αὐγούστα καλλιγράφος, πιπερισμένος καὶ πράκτωρ τῆς δικηγορίας, ἀναλαμβάνει οἱανδήποτε λογιστικὴν ἐργασίαν, ὡς καὶ καθ' ὡρισμένας ὥρας τῆς ἡμέρας ἀνάληψιν καταστήματος. Πληροφορίαι εἰς τὸ κατάστημα Ἰωάννου Παναγιωτάκη. Ὁδὸς Εὐριπίδου ἀριθ. 19.	[1216, 687, 1594, 760]
column-divider	[970, 134, 972, 2094]
summary-title: ΠΕΡΙΛΗΨΙΣ	[97, 1320, 203, 1341]
vote-row-value: 10	[679, 1426, 694, 1441]
locust-sign-place: Κηφισιά 17 Μαΐου 1911.	[529, 619, 674, 634]
doric-title: ΠΡΟΣΚΛΗΣΙΣ	[1021, 134, 1159, 156]
parliament-article	[316, 1058, 694, 1485]
parliament-right	[509, 1058, 694, 1485]
calendar-title: "ΣΚΡΙΠ"	[47, 134, 253, 185]
locust-sign-name: Δημ. Ν. Παπαμιχαλόπουλος	[510, 634, 693, 648]
